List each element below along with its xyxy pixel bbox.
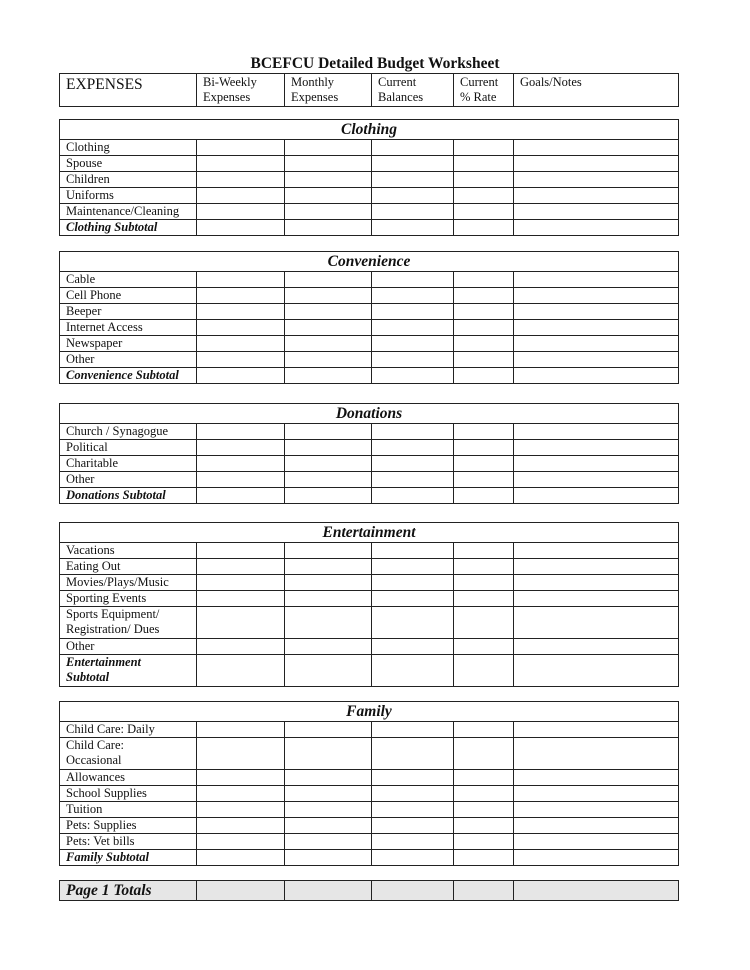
table-row [60,472,679,488]
balance-cell[interactable] [372,607,454,639]
monthly-cell[interactable] [285,188,372,204]
biweekly-cell[interactable] [197,818,285,834]
table-row [60,204,679,220]
rate-cell[interactable] [454,172,514,188]
monthly-cell[interactable] [285,320,372,336]
monthly-cell[interactable] [285,738,372,770]
balance-cell[interactable] [372,440,454,456]
donations-subtotal-label: Donations Subtotal [60,488,197,504]
notes-cell[interactable] [514,575,679,591]
notes-cell[interactable] [514,220,679,236]
balance-cell[interactable] [372,156,454,172]
notes-cell[interactable] [514,543,679,559]
row-label: Child Care: Occasional [60,738,197,770]
row-label: Maintenance/Cleaning [60,204,197,220]
table-row [60,802,679,818]
table-row [60,188,679,204]
notes-cell[interactable] [514,559,679,575]
table-row [60,440,679,456]
notes-cell[interactable] [514,456,679,472]
monthly-cell[interactable] [285,655,372,687]
balance-cell[interactable] [372,140,454,156]
rate-cell[interactable] [454,204,514,220]
entertainment-title: Entertainment [60,523,679,543]
table-row [60,543,679,559]
table-row [60,140,679,156]
table-row [60,336,679,352]
monthly-cell[interactable] [285,575,372,591]
row-label: Other [60,472,197,488]
family-title: Family [60,702,679,722]
biweekly-cell[interactable] [197,488,285,504]
row-label: Cell Phone [60,288,197,304]
monthly-cell[interactable] [285,543,372,559]
row-label: Movies/Plays/Music [60,575,197,591]
table-row [60,639,679,655]
monthly-cell[interactable] [285,272,372,288]
biweekly-cell[interactable] [197,140,285,156]
rate-cell[interactable] [454,336,514,352]
rate-cell[interactable] [454,802,514,818]
balance-cell[interactable] [372,802,454,818]
row-label: Political [60,440,197,456]
expenses-header: EXPENSES [60,74,197,107]
clothing-section [59,119,679,236]
row-label: Newspaper [60,336,197,352]
balance-cell[interactable] [372,288,454,304]
monthly-cell[interactable] [285,559,372,575]
rate-cell[interactable] [454,834,514,850]
current-balances-header: Current Balances [372,74,454,107]
rate-cell[interactable] [454,639,514,655]
biweekly-cell[interactable] [197,368,285,384]
rate-cell[interactable] [454,575,514,591]
rate-cell[interactable] [454,156,514,172]
subtotal-row [60,655,679,687]
monthly-cell[interactable] [285,770,372,786]
notes-cell[interactable] [514,607,679,639]
balance-cell[interactable] [372,575,454,591]
monthly-cell[interactable] [285,140,372,156]
balance-cell[interactable] [372,488,454,504]
rate-cell[interactable] [454,738,514,770]
biweekly-header: Bi-Weekly Expenses [197,74,285,107]
biweekly-cell[interactable] [197,272,285,288]
row-label: Allowances [60,770,197,786]
rate-cell[interactable] [454,272,514,288]
balance-cell[interactable] [372,850,454,866]
biweekly-cell[interactable] [197,336,285,352]
notes-cell[interactable] [514,304,679,320]
monthly-cell[interactable] [285,722,372,738]
balance-cell[interactable] [372,639,454,655]
notes-cell[interactable] [514,188,679,204]
monthly-cell[interactable] [285,818,372,834]
notes-cell[interactable] [514,472,679,488]
notes-cell[interactable] [514,172,679,188]
family-subtotal-label: Family Subtotal [60,850,197,866]
clothing-subtotal-label: Clothing Subtotal [60,220,197,236]
biweekly-cell[interactable] [197,172,285,188]
notes-cell[interactable] [514,352,679,368]
monthly-cell[interactable] [285,368,372,384]
row-label: Beeper [60,304,197,320]
notes-cell[interactable] [514,722,679,738]
rate-total-cell[interactable] [454,881,514,901]
notes-cell[interactable] [514,786,679,802]
biweekly-cell[interactable] [197,607,285,639]
notes-cell[interactable] [514,655,679,687]
monthly-cell[interactable] [285,834,372,850]
table-row [60,456,679,472]
rate-cell[interactable] [454,607,514,639]
row-label: Pets: Supplies [60,818,197,834]
rate-cell[interactable] [454,352,514,368]
notes-cell[interactable] [514,272,679,288]
entertainment-subtotal-label: Entertainment Subtotal [60,655,197,687]
rate-cell[interactable] [454,770,514,786]
monthly-cell[interactable] [285,607,372,639]
biweekly-cell[interactable] [197,188,285,204]
notes-cell[interactable] [514,770,679,786]
notes-cell[interactable] [514,850,679,866]
biweekly-cell[interactable] [197,440,285,456]
monthly-cell[interactable] [285,488,372,504]
biweekly-cell[interactable] [197,204,285,220]
biweekly-cell[interactable] [197,288,285,304]
balance-cell[interactable] [372,424,454,440]
rate-cell[interactable] [454,288,514,304]
header-table [59,73,679,107]
biweekly-cell[interactable] [197,722,285,738]
notes-cell[interactable] [514,336,679,352]
notes-cell[interactable] [514,834,679,850]
biweekly-cell[interactable] [197,655,285,687]
table-row [60,834,679,850]
table-row [60,607,679,639]
table-row [60,424,679,440]
notes-total-cell[interactable] [514,881,679,901]
rate-cell[interactable] [454,188,514,204]
current-rate-header: Current % Rate [454,74,514,107]
rate-cell[interactable] [454,488,514,504]
balance-cell[interactable] [372,368,454,384]
table-row [60,156,679,172]
page-totals-table [59,880,679,901]
table-row [60,352,679,368]
monthly-cell[interactable] [285,850,372,866]
biweekly-cell[interactable] [197,591,285,607]
balance-cell[interactable] [372,818,454,834]
biweekly-cell[interactable] [197,320,285,336]
rate-cell[interactable] [454,220,514,236]
row-label: Uniforms [60,188,197,204]
convenience-title: Convenience [60,252,679,272]
row-label: School Supplies [60,786,197,802]
biweekly-cell[interactable] [197,575,285,591]
row-label: Other [60,352,197,368]
row-label: Church / Synagogue [60,424,197,440]
notes-cell[interactable] [514,140,679,156]
page-title: BCEFCU Detailed Budget Worksheet [250,55,500,72]
rate-cell[interactable] [454,304,514,320]
notes-cell[interactable] [514,156,679,172]
row-label: Cable [60,272,197,288]
rate-cell[interactable] [454,140,514,156]
totals-row [60,881,679,901]
rate-cell[interactable] [454,818,514,834]
rate-cell[interactable] [454,786,514,802]
monthly-cell[interactable] [285,304,372,320]
balance-cell[interactable] [372,786,454,802]
balance-cell[interactable] [372,304,454,320]
balance-cell[interactable] [372,272,454,288]
row-label: Sports Equipment/ Registration/ Dues [60,607,197,639]
biweekly-cell[interactable] [197,456,285,472]
monthly-cell[interactable] [285,204,372,220]
monthly-cell[interactable] [285,472,372,488]
rate-cell[interactable] [454,440,514,456]
table-row [60,559,679,575]
convenience-section [59,251,679,384]
balance-cell[interactable] [372,352,454,368]
rate-cell[interactable] [454,456,514,472]
subtotal-row [60,850,679,866]
monthly-cell[interactable] [285,424,372,440]
balance-cell[interactable] [372,320,454,336]
clothing-title: Clothing [60,120,679,140]
goals-notes-header: Goals/Notes [514,74,679,107]
monthly-cell[interactable] [285,456,372,472]
rate-cell[interactable] [454,850,514,866]
monthly-cell[interactable] [285,440,372,456]
biweekly-cell[interactable] [197,786,285,802]
monthly-cell[interactable] [285,591,372,607]
row-label: Vacations [60,543,197,559]
biweekly-cell[interactable] [197,543,285,559]
monthly-cell[interactable] [285,156,372,172]
notes-cell[interactable] [514,488,679,504]
table-row [60,575,679,591]
row-label: Children [60,172,197,188]
table-row [60,722,679,738]
monthly-cell[interactable] [285,786,372,802]
biweekly-cell[interactable] [197,559,285,575]
row-label: Pets: Vet bills [60,834,197,850]
table-row [60,786,679,802]
balance-cell[interactable] [372,220,454,236]
balance-cell[interactable] [372,738,454,770]
row-label: Tuition [60,802,197,818]
notes-cell[interactable] [514,818,679,834]
balance-cell[interactable] [372,559,454,575]
notes-cell[interactable] [514,368,679,384]
rate-cell[interactable] [454,368,514,384]
notes-cell[interactable] [514,591,679,607]
row-label: Charitable [60,456,197,472]
biweekly-total-cell[interactable] [197,881,285,901]
notes-cell[interactable] [514,738,679,770]
monthly-cell[interactable] [285,802,372,818]
table-row [60,738,679,770]
row-label: Child Care: Daily [60,722,197,738]
monthly-cell[interactable] [285,336,372,352]
entertainment-section [59,522,679,687]
monthly-cell[interactable] [285,352,372,368]
subtotal-row [60,368,679,384]
donations-section [59,403,679,504]
balance-cell[interactable] [372,770,454,786]
rate-cell[interactable] [454,722,514,738]
table-row [60,172,679,188]
balance-cell[interactable] [372,336,454,352]
biweekly-cell[interactable] [197,770,285,786]
row-label: Eating Out [60,559,197,575]
biweekly-cell[interactable] [197,802,285,818]
rate-cell[interactable] [454,320,514,336]
biweekly-cell[interactable] [197,156,285,172]
rate-cell[interactable] [454,472,514,488]
balance-cell[interactable] [372,591,454,607]
monthly-cell[interactable] [285,220,372,236]
convenience-subtotal-label: Convenience Subtotal [60,368,197,384]
row-label: Spouse [60,156,197,172]
balance-cell[interactable] [372,188,454,204]
biweekly-cell[interactable] [197,220,285,236]
monthly-header: Monthly Expenses [285,74,372,107]
rate-cell[interactable] [454,591,514,607]
balance-cell[interactable] [372,722,454,738]
monthly-total-cell[interactable] [285,881,372,901]
biweekly-cell[interactable] [197,738,285,770]
biweekly-cell[interactable] [197,639,285,655]
notes-cell[interactable] [514,204,679,220]
biweekly-cell[interactable] [197,834,285,850]
table-row [60,591,679,607]
donations-title: Donations [60,404,679,424]
biweekly-cell[interactable] [197,424,285,440]
balance-cell[interactable] [372,543,454,559]
balance-cell[interactable] [372,834,454,850]
table-row [60,304,679,320]
family-section [59,701,679,866]
row-label: Sporting Events [60,591,197,607]
page-totals-label: Page 1 Totals [60,881,197,901]
balance-total-cell[interactable] [372,881,454,901]
subtotal-row [60,488,679,504]
balance-cell[interactable] [372,172,454,188]
monthly-cell[interactable] [285,288,372,304]
rate-cell[interactable] [454,424,514,440]
balance-cell[interactable] [372,472,454,488]
table-row [60,320,679,336]
row-label: Internet Access [60,320,197,336]
table-row [60,288,679,304]
rate-cell[interactable] [454,655,514,687]
notes-cell[interactable] [514,288,679,304]
row-label: Other [60,639,197,655]
biweekly-cell[interactable] [197,352,285,368]
balance-cell[interactable] [372,655,454,687]
biweekly-cell[interactable] [197,472,285,488]
table-row [60,272,679,288]
notes-cell[interactable] [514,424,679,440]
biweekly-cell[interactable] [197,304,285,320]
table-row [60,770,679,786]
monthly-cell[interactable] [285,639,372,655]
notes-cell[interactable] [514,440,679,456]
balance-cell[interactable] [372,456,454,472]
monthly-cell[interactable] [285,172,372,188]
subtotal-row [60,220,679,236]
biweekly-cell[interactable] [197,850,285,866]
table-row [60,818,679,834]
balance-cell[interactable] [372,204,454,220]
row-label: Clothing [60,140,197,156]
notes-cell[interactable] [514,639,679,655]
rate-cell[interactable] [454,559,514,575]
notes-cell[interactable] [514,802,679,818]
rate-cell[interactable] [454,543,514,559]
notes-cell[interactable] [514,320,679,336]
